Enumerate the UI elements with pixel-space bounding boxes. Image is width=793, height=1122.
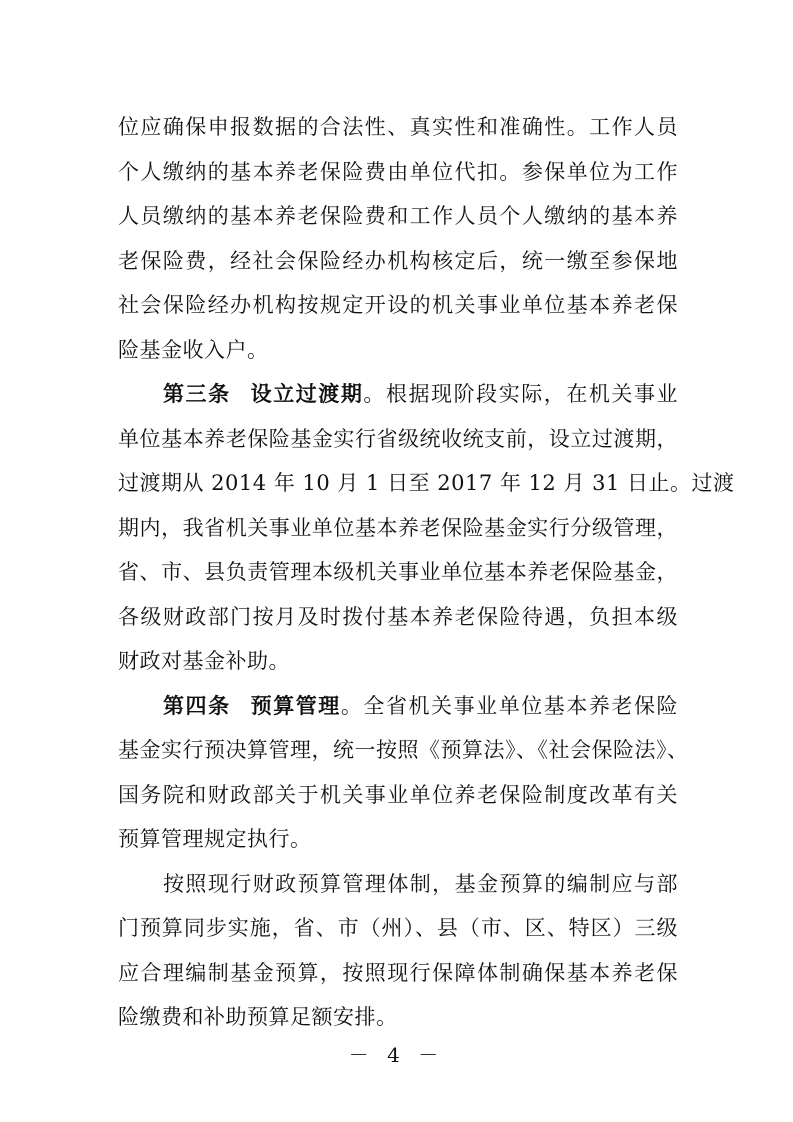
article-4-heading: 预算管理 [250, 693, 341, 718]
paragraph-5-line-3: 应合理编制基金预算，按照现行保障体制确保基本养老保 [118, 961, 678, 985]
page-number: － 4 － [348, 1043, 445, 1067]
paragraph-1-line-5: 社会保险经办机构按规定开设的机关事业单位基本养老保 [118, 293, 678, 317]
paragraph-1-line-6: 险基金收入户。 [118, 338, 269, 362]
article-3-line-3: 过渡期从 2014 年 10 月 1 日至 2017 年 12 月 31 日止。过渡 [118, 471, 735, 495]
article-4-line-2: 基金实行预决算管理，统一按照《预算法》、《社会保险法》、 [118, 738, 689, 762]
article-3-line-4: 期内，我省机关事业单位基本养老保险基金实行分级管理， [118, 516, 678, 540]
paragraph-1-line-2: 个人缴纳的基本养老保险费由单位代扣。参保单位为工作 [118, 160, 678, 184]
article-4-first-line [163, 691, 678, 721]
article-4-first-line-text: 。全省机关事业单位基本养老保险 [340, 694, 679, 718]
paragraph-1-line-1: 位应确保申报数据的合法性、真实性和准确性。工作人员 [118, 115, 678, 139]
paragraph-1-line-3: 人员缴纳的基本养老保险费和工作人员个人缴纳的基本养 [118, 204, 678, 228]
paragraph-5-line-2: 门预算同步实施，省、市（州）、县（市、区、特区）三级 [118, 916, 678, 940]
paragraph-5-line-1: 按照现行财政预算管理体制，基金预算的编制应与部 [163, 872, 678, 896]
article-3-first-line-text: 。根据现阶段实际，在机关事业 [363, 382, 679, 406]
article-4-number: 第四条 [163, 693, 231, 718]
article-3-line-5: 省、市、县负责管理本级机关事业单位基本养老保险基金， [118, 560, 678, 584]
paragraph-1-line-4: 老保险费，经社会保险经办机构核定后，统一缴至参保地 [118, 249, 678, 273]
article-3-line-2: 单位基本养老保险基金实行省级统收统支前，设立过渡期， [118, 427, 678, 451]
paragraph-5-line-4: 险缴费和补助预算足额安排。 [118, 1005, 398, 1029]
article-4-line-3: 国务院和财政部关于机关事业单位养老保险制度改革有关 [118, 783, 678, 807]
article-3-heading: 设立过渡期 [250, 381, 364, 406]
article-3-line-6: 各级财政部门按月及时拨付基本养老保险待遇，负担本级 [118, 605, 678, 629]
article-3-line-7: 财政对基金补助。 [118, 649, 290, 673]
article-3-first-line [163, 379, 678, 409]
article-4-line-4: 预算管理规定执行。 [118, 827, 312, 851]
article-3-number: 第三条 [163, 381, 231, 406]
